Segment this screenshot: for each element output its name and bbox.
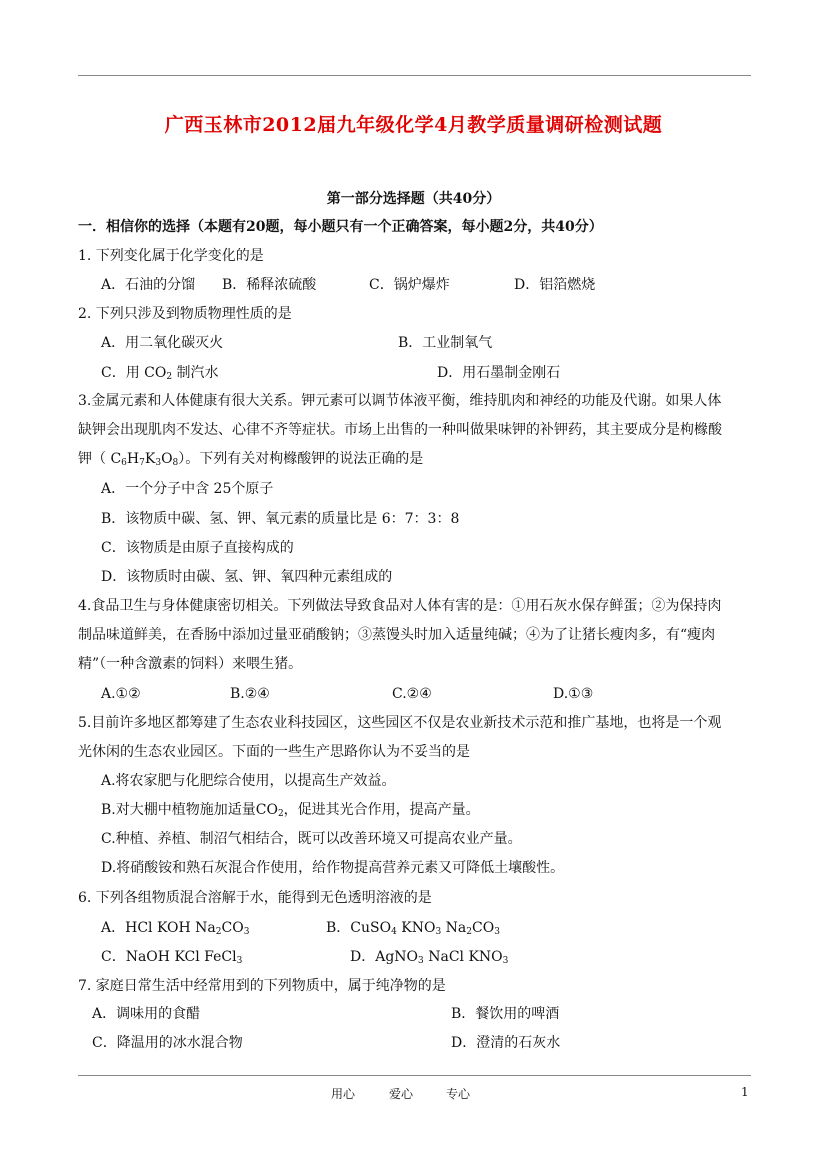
q4-line-1: 4.食品卫生与身体健康密切相关。下列做法导致食品对人体有害的是：①用石灰水保存鲜蛋；②为保持肉: [78, 598, 722, 614]
q6-stem: 6. 下列各组物质混合溶解于水，能得到无色透明溶液的是: [78, 890, 432, 906]
q1-stem: 1. 下列变化属于化学变化的是: [78, 248, 264, 264]
q1-option-c: C．锅炉爆炸: [369, 277, 450, 293]
q7-option-b: B．餐饮用的啤酒: [451, 1006, 560, 1022]
q6-option-d: D．AgNO$_3$ NaCl $KNO_3$: [350, 949, 509, 966]
q7-option-c: C．降温用的冰水混合物: [92, 1035, 243, 1051]
q5-line-2: 光休闲的生态农业园区。下面的一些生产思路你认为不妥当的是: [78, 744, 470, 760]
q2-option-b: B．工业制氧气: [398, 335, 493, 351]
q6-option-a: A．HCl KOH $Na_2CO_3$: [101, 920, 250, 937]
q2-stem: 2. 下列只涉及到物质物理性质的是: [78, 306, 292, 322]
q5-option-c: C.种植、养植、制沼气相结合，既可以改善环境又可提高农业产量。: [101, 831, 522, 847]
document-title: 广西玉林市2012届九年级化学4月教学质量调研检测试题: [164, 114, 663, 136]
q4-option-a: A.①②: [101, 686, 141, 702]
q5-option-d: D.将硝酸铵和熟石灰混合作使用，给作物提高营养元素又可降低土壤酸性。: [101, 860, 565, 876]
q1-option-d: D．铝箔燃烧: [514, 277, 596, 293]
q3-option-b: B．该物质中碳、氢、钾、氧元素的质量比是 6：7：3：8: [101, 511, 460, 527]
header-rule: [78, 75, 751, 76]
footer-text-2: 爱心: [389, 1087, 414, 1101]
q7-option-a: A．调味用的食醋: [92, 1006, 201, 1022]
footer-text-1: 用心: [331, 1087, 356, 1101]
section-title: 第一部分选择题（共40分）: [326, 191, 501, 207]
q6-option-c: C．NaOH KCl FeCl$_3$: [101, 949, 243, 966]
q3-option-a: A．一个分子中含 25个原子: [101, 481, 274, 497]
q1-option-a: A．石油的分馏: [101, 277, 196, 293]
q4-line-2: 制品味道鲜美，在香肠中添加过量亚硝酸钠；③蒸馒头时加入适量纯碱；④为了让猪长瘦肉多，有“瘦肉: [78, 627, 716, 643]
q3-line-2: 缺钾会出现肌肉不发达、心律不齐等症状。市场上出售的一种叫做果味钾的补钾药，其主要成分是枸橼酸: [78, 422, 722, 438]
q3-option-c: C．该物质是由原子直接构成的: [101, 540, 294, 556]
q1-option-b: B．稀释浓硫酸: [222, 277, 317, 293]
q5-option-a: A.将农家肥与化肥综合使用，以提高生产效益。: [101, 773, 396, 789]
q2-option-c: C．用 $CO_2$ 制汽水: [101, 365, 219, 382]
part1-heading: 一．相信你的选择（本题有20题，每小题只有一个正确答案，每小题2分，共40分）: [78, 219, 603, 235]
q7-option-d: D．澄清的石灰水: [451, 1035, 561, 1051]
q3-line-3: 钾（ $C_6H_7K_3O_8$）。下列有关对枸橼酸钾的说法正确的是: [78, 451, 424, 468]
q4-option-d: D.①③: [553, 686, 594, 702]
page-number: 1: [741, 1085, 749, 1099]
q4-option-c: C.②④: [392, 686, 432, 702]
q5-line-1: 5.目前许多地区都筹建了生态农业科技园区，这些园区不仅是农业新技术示范和推广基地，也将是一个观: [78, 715, 722, 731]
q2-option-a: A．用二氧化碳灭火: [101, 335, 224, 351]
q6-option-b: B．CuSO$_4$ $KNO_3$ $Na_2CO_3$: [326, 920, 500, 937]
footer-rule: [78, 1075, 751, 1076]
q4-option-b: B.②④: [230, 686, 270, 702]
q3-option-d: D．该物质时由碳、氢、钾、氧四种元素组成的: [101, 569, 393, 585]
q5-option-b: B.对大棚中植物施加适量$CO_2$，促进其光合作用，提高产量。: [101, 802, 480, 819]
q4-line-3: 精”（一种含激素的饲料）来喂生猪。: [78, 656, 303, 672]
q2-option-d: D．用石墨制金刚石: [437, 365, 561, 381]
footer-text-3: 专心: [446, 1087, 471, 1101]
q7-stem: 7. 家庭日常生活中经常用到的下列物质中，属于纯净物的是: [78, 978, 446, 994]
q3-line-1: 3.金属元素和人体健康有很大关系。钾元素可以调节体液平衡，维持肌肉和神经的功能及代谢。如果人体: [78, 393, 722, 409]
